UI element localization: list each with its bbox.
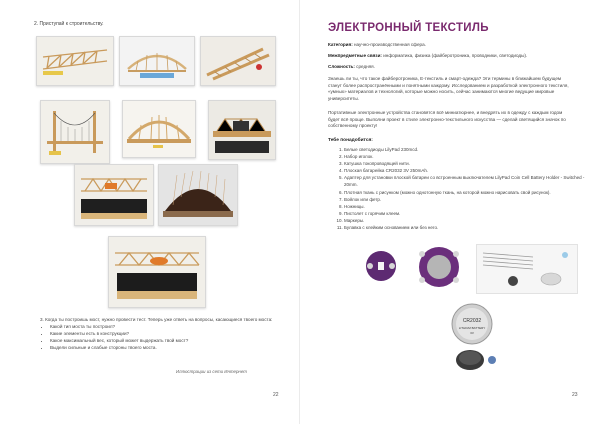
lilypad-led-photo (360, 246, 402, 286)
page-number-right: 23 (572, 392, 578, 398)
bridge-photo-car-test (74, 164, 154, 226)
question-item: • Какие элементы есть в конструкции? (50, 330, 284, 337)
bridge-photo-arch-blue (119, 36, 195, 86)
question-item: • Какое максимальный вес, который может выдержать твой мост? (50, 337, 284, 344)
bridge-photo-test-weight (208, 100, 276, 160)
material-item: 2. Набор иголок. (344, 153, 594, 160)
question-item: • Какой тип моста ты построил? (50, 323, 284, 330)
material-item: 7. Войлок или фетр. (344, 196, 594, 203)
battery-label-type: LITHIUM BATTERY (458, 326, 486, 330)
intro-paragraph: Знаешь ли ты, что такое файберотроника, Е-текстиль и смарт-одежда? Эти термины в ближайшем будущем станут более распространёнными и понятными каждому. Исследованием и разработкой электронного текстиля, «умных» материалов и технологий, которые можно носить, сейчас занимаются многие ведущие мировые университеты. (328, 76, 569, 101)
step-heading: 2. Приступай к строительству. (34, 21, 104, 27)
material-item: 10. Маркеры. (344, 217, 594, 224)
needles-thread-photo (476, 244, 578, 294)
difficulty-value: средняя. (356, 64, 375, 69)
battery-label-voltage: 3V (470, 331, 474, 335)
questions-list (34, 323, 284, 351)
category-line (328, 42, 576, 49)
questions-block (34, 316, 284, 351)
materials-list (328, 146, 594, 231)
material-item: 4. Плоская батарейка CR2032 3V 250mAh. (344, 167, 594, 174)
battery-holder-photo (410, 242, 468, 292)
battery-label-model: CR2032 (462, 318, 482, 324)
interdisciplinary-label: Межпредметные связи: (328, 53, 382, 58)
material-item: 3. Катушка токопроводящей нити. (344, 160, 594, 167)
material-item: 6. Плотная ткань с рисунком (можно однотонную ткань, на которой можно нарисовать свой рисунок). (344, 189, 594, 196)
bridge-photo-arch-wood (122, 100, 196, 158)
difficulty-label: Сложность: (328, 64, 355, 69)
bridge-photo-toy-car (108, 236, 206, 308)
difficulty-line (328, 64, 576, 71)
interdisciplinary-value: информатика, физика (файберотроника, проводники, светодиоды). (383, 53, 528, 58)
material-item: 8. Ножницы. (344, 203, 594, 210)
bridge-photo-truss (36, 36, 114, 86)
bridge-photo-angled (200, 36, 276, 86)
page-title: ЭЛЕКТРОННЫЙ ТЕКСТИЛЬ (328, 22, 489, 34)
interdisciplinary-line (328, 53, 576, 60)
materials-heading: Тебе понадобится: (328, 138, 373, 143)
material-item: 9. Пистолет с горячим клеем. (344, 210, 594, 217)
right-page (300, 0, 600, 424)
material-item: 5. Адаптер для установки плоской батареи со встроенным выключателем LilyPad Coin Cell Battery Holder - Switched - 20mm. (344, 174, 594, 188)
question-item: • Выдели сильные и слабые стороны твоего моста. (50, 344, 284, 351)
page-number-left: 22 (273, 392, 279, 398)
category-label: Категория: (328, 42, 353, 47)
category-value: научно-производственная сфера. (354, 42, 426, 47)
material-item: 11. Булавка с клейким основанием или без него. (344, 224, 594, 231)
cr2032-battery-photo (440, 298, 504, 378)
bridge-photo-dark-arch (158, 164, 238, 226)
questions-intro: 3. Когда ты построишь мост, нужно провести тест. Теперь уже ответь на вопросы, касающиеся твоего моста: (40, 317, 273, 322)
bridge-photo-suspension (40, 100, 110, 164)
project-paragraph: Портативные электронные устройства становятся всё миниатюрнее, и внедрять их в одежду с каждым годом будет всё проще. Выполни проект в стиле электронно-текстильного искусства — сделай светящийся значок по собственному проекту! (328, 110, 566, 129)
illustrations-caption: Иллюстрации из сети Интернет (176, 369, 247, 374)
material-item: 1. Белые светодиоды LilyPad 230mcd. (344, 146, 594, 153)
